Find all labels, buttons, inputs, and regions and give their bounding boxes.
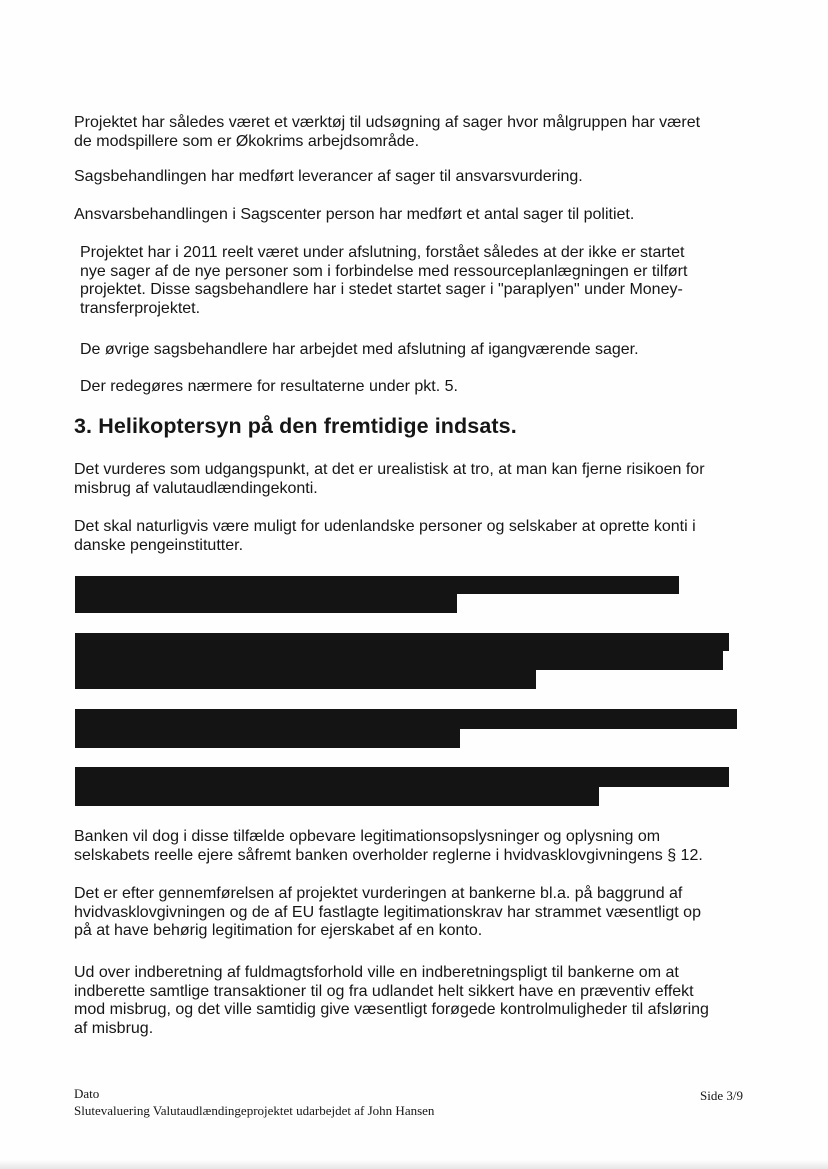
redaction-bar — [75, 594, 457, 613]
redaction-bar — [75, 651, 723, 670]
paragraph-legitimation: Det er efter gennemførelsen af projektet vurderingen at bankerne bl.a. på baggrund af hvidvasklovgivningen og de af EU fastlagte legitimationskrav har strammet væsentligt op på at have behørig legitimation for ejerskabet af en konto. — [74, 885, 701, 939]
redaction-bar — [75, 767, 729, 787]
paragraph-target-group: Projektet har således været et værktøj til udsøgning af sager hvor målgruppen har været de modspillere som er Økokrims arbejdsområde. — [74, 114, 701, 150]
paragraph-risk-assessment: Det vurderes som udgangspunkt, at det er urealistisk at tro, at man kan fjerne risikoen for misbrug af valutaudlændingekonti. — [74, 461, 705, 497]
redaction-bar — [75, 633, 729, 651]
paragraph-liability: Ansvarsbehandlingen i Sagscenter person har medført et antal sager til politiet. — [74, 206, 635, 223]
paragraph-other-handlers: De øvrige sagsbehandlere har arbejdet med afslutning af igangværende sager. — [80, 341, 639, 358]
paragraph-results-reference: Der redegøres nærmere for resultaterne under pkt. 5. — [80, 378, 458, 395]
footer-document-title: Slutevaluering Valutaudlændingeprojektet udarbejdet af John Hansen — [74, 1103, 435, 1118]
redaction-bar — [75, 709, 737, 729]
scan-edge-shadow — [0, 1160, 828, 1169]
section-heading: 3. Helikoptersyn på den fremtidige indsats. — [74, 414, 517, 438]
redaction-bar — [75, 787, 599, 806]
redaction-bar — [75, 576, 679, 594]
paragraph-case-handling: Sagsbehandlingen har medført leverancer af sager til ansvarsvurdering. — [74, 168, 583, 185]
redaction-bar — [75, 670, 536, 689]
paragraph-foreign-accounts: Det skal naturligvis være muligt for udenlandske personer og selskaber at oprette konti i danske pengeinstitutter. — [74, 518, 696, 554]
footer-date-label: Dato — [74, 1086, 100, 1101]
paragraph-bank-records: Banken vil dog i disse tilfælde opbevare legitimationsopslysninger og oplysning om selskabets reelle ejere såfremt banken overholder reglerne i hvidvasklovgivningens § 12. — [74, 828, 703, 864]
paragraph-project-2011: Projektet har i 2011 reelt været under afslutning, forstået således at der ikke er startet nye sager af de nye personer som i forbindelse med ressourceplanlægningen er tilført projektet. Disse sagsbehandlere har i stedet startet sager i "paraplyen" under Money- transferprojektet. — [80, 244, 688, 317]
paragraph-reporting-duty: Ud over indberetning af fuldmagtsforhold ville en indberetningspligt til bankerne om at indberette samtlige transaktioner til og fra udlandet helt sikkert have en præventiv effekt mod misbrug, og det ville samtidig give væsentligt forøgede kontrolmuligheder til afsløring af misbrug. — [74, 964, 709, 1037]
footer-page-number: Side 3/9 — [700, 1088, 743, 1103]
redaction-bar — [75, 729, 460, 748]
